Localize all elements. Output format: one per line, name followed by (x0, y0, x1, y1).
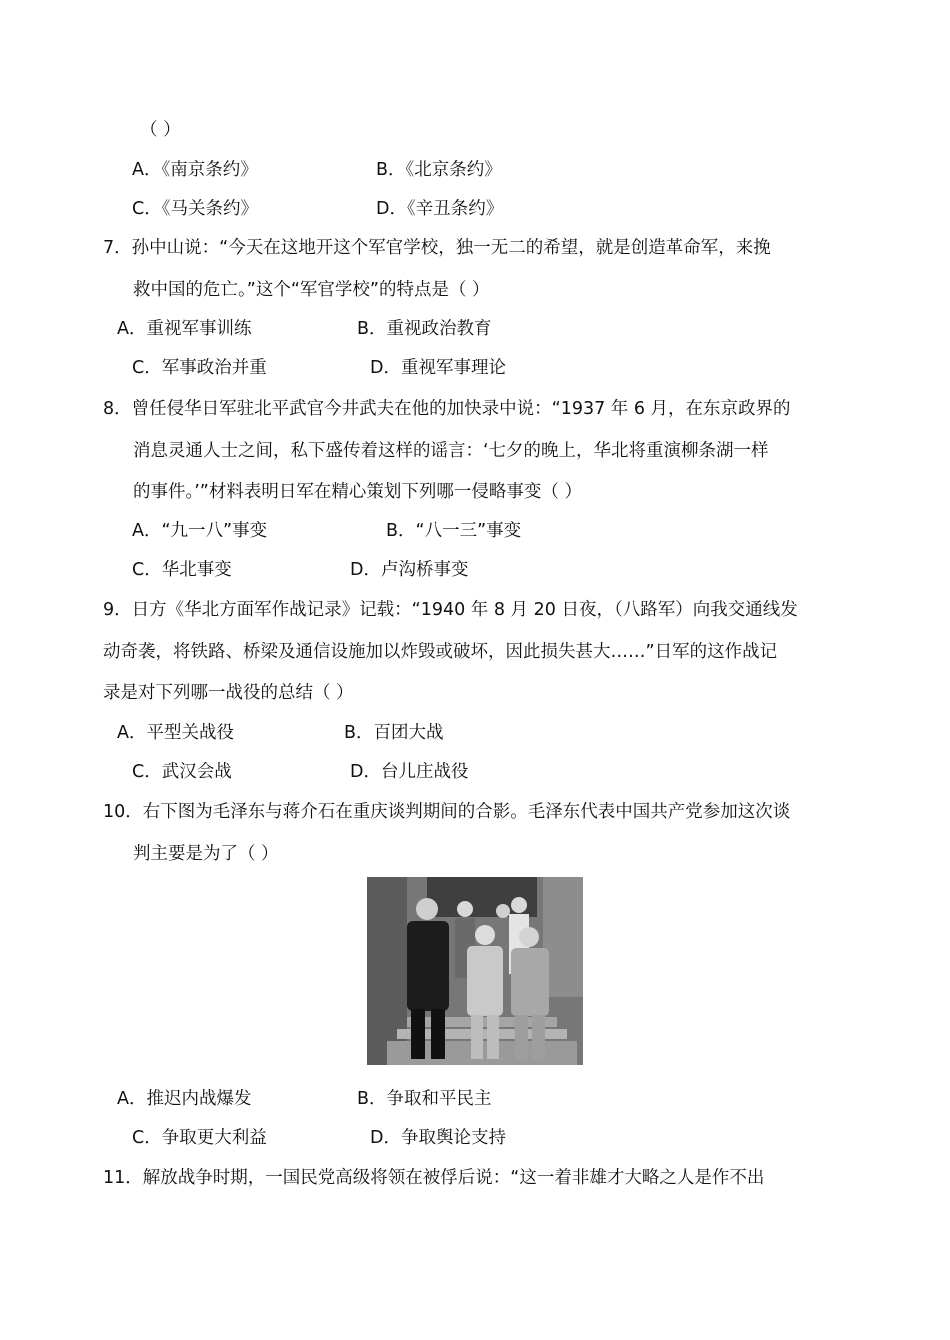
q10-option-b: B．争取和平民主 (357, 1089, 492, 1109)
q6-option-d: D．《辛丑条约》 (376, 199, 504, 219)
q10-stem-line2: 判主要是为了（ ） (133, 844, 279, 864)
q10-option-d: D．争取舆论支持 (370, 1128, 506, 1148)
q7-option-a: A．重视军事训练 (117, 319, 252, 339)
q6-option-a: A．《南京条约》 (132, 160, 258, 180)
q8-stem-line1: 8．曾任侵华日军驻北平武官今井武夫在他的加快录中说：“1937 年 6 月，在东京政界的 (103, 399, 791, 419)
q6-answer-blank: （ ） (140, 120, 181, 140)
q7-option-c: C．军事政治并重 (132, 358, 267, 378)
q9-stem-line3: 录是对下列哪一战役的总结（ ） (103, 683, 354, 703)
q6-option-c: C．《马关条约》 (132, 199, 258, 219)
q7-option-d: D．重视军事理论 (370, 358, 506, 378)
q11-stem-line1: 11．解放战争时期，一国民党高级将领在被俘后说：“这一着非雄才大略之人是作不出 (103, 1168, 765, 1188)
q9-option-c: C．武汉会战 (132, 762, 232, 782)
q8-option-b: B．“八一三”事变 (386, 521, 522, 541)
q10-option-c: C．争取更大利益 (132, 1128, 267, 1148)
q9-option-a: A．平型关战役 (117, 723, 234, 743)
q9-option-d: D．台儿庄战役 (350, 762, 469, 782)
q8-stem-line3: 的事件。’”材料表明日军在精心策划下列哪一侵略事变（ ） (133, 482, 582, 502)
q9-option-b: B．百团大战 (344, 723, 444, 743)
q8-option-c: C．华北事变 (132, 560, 232, 580)
q9-stem-line1: 9．日方《华北方面军作战记录》记载：“1940 年 8 月 20 日夜，（八路军）向我交通线发 (103, 600, 798, 620)
q6-option-b: B．《北京条约》 (376, 160, 502, 180)
chongqing-negotiation-photo (367, 877, 583, 1065)
q8-option-d: D．卢沟桥事变 (350, 560, 469, 580)
q10-option-a: A．推迟内战爆发 (117, 1089, 252, 1109)
q7-option-b: B．重视政治教育 (357, 319, 492, 339)
q10-stem-line1: 10．右下图为毛泽东与蒋介石在重庆谈判期间的合影。毛泽东代表中国共产党参加这次谈 (103, 802, 791, 822)
q7-stem-line1: 7．孙中山说：“今天在这地开这个军官学校，独一无二的希望，就是创造革命军，来挽 (103, 238, 771, 258)
q8-stem-line2: 消息灵通人士之间，私下盛传着这样的谣言：‘七夕的晚上，华北将重演柳条湖一样 (133, 441, 769, 461)
q8-option-a: A．“九一八”事变 (132, 521, 268, 541)
q7-stem-line2: 救中国的危亡。”这个“军官学校”的特点是（ ） (133, 280, 490, 300)
q9-stem-line2: 动奇袭，将铁路、桥梁及通信设施加以炸毁或破坏，因此损失甚大……”日军的这作战记 (103, 642, 778, 662)
